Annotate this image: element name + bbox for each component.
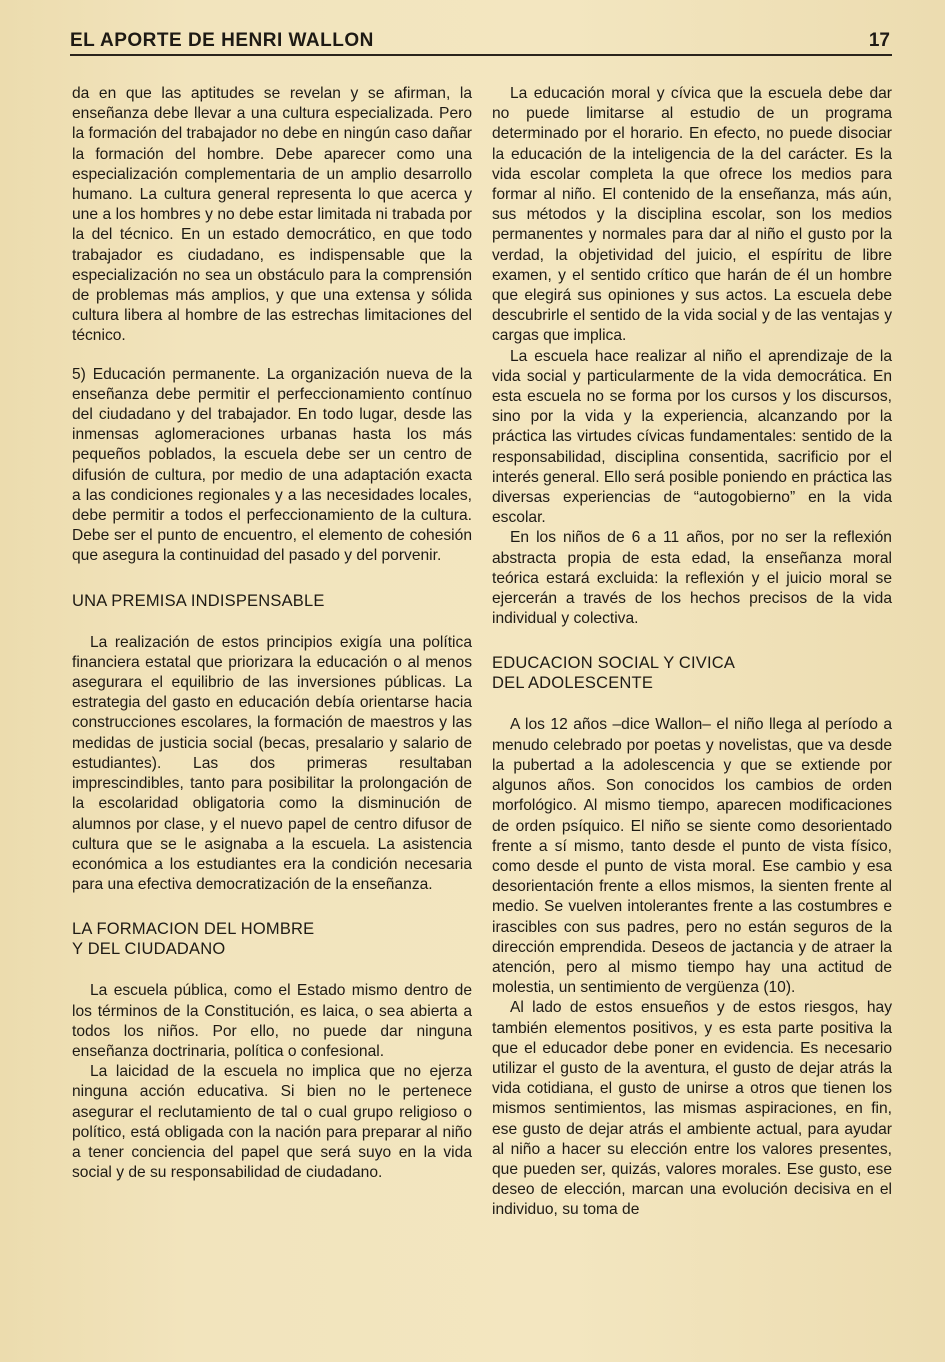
paragraph: La escuela hace realizar al niño el aprendizaje de la vida social y particularmente de la vida democrática. En esta escuela no se forma por los cursos y los discursos, sino por la vida y la experiencia, alcanzando por la práctica las virtudes cívicas fundamentales: sentido de la responsabilidad, disciplina consentida, sacrificio por el interés general. Ello será posible poniendo en práctica las diversas experiencias de “autogobierno” en la vida escolar. <box>492 347 892 527</box>
spacer <box>72 895 472 919</box>
heading-line: LA FORMACION DEL HOMBRE <box>72 920 315 939</box>
paragraph: Al lado de estos ensueños y de estos riesgos, hay también elementos positivos, y es esta parte positiva la que el educador debe poner en evidencia. Es necesario utilizar el gusto de la aventura, el gusto de dejar atrás la vida cotidiana, el gusto de unirse a otros que tienen los mismos sentimientos, las mismas aspiraciones, en fin, ese gusto de dejar atrás el ambiente actual, para ayudar al niño a hacer su elección entre los valores presentes, que pueden ser, quizás, valores morales. Ese gusto, ese deseo de elección, marcan una evolución decisiva en el individuo, su toma de <box>492 999 892 1219</box>
paragraph: da en que las aptitudes se revelan y se afirman, la enseñanza debe llevar a una cultura especializada. Pero la formación del trabajador no debe en ningún caso dañar la formación del hombre. Debe aparecer como una especialización complementaria de un amplio desarrollo humano. La cultura general representa lo que acerca y une a los hombres y no debe estar limitada ni trabada por la del técnico. En un estado democrático, en que todo trabajador es ciudadano, es indispensable que la especialización no sea un obstáculo para la comprensión de problemas más amplios, y que una extensa y sólida cultura libera al hombre de las estrechas limitaciones del técnico. <box>72 85 472 345</box>
section-heading <box>72 919 472 959</box>
spacer <box>492 693 892 715</box>
paragraph: En los niños de 6 a 11 años, por no ser la reflexión abstracta propia de esta edad, la enseñanza moral teórica estará excluida: la reflexión y el juicio moral se ejercerán a través de los hechos precisos de la vida individual y colectiva. <box>492 529 892 628</box>
spacer <box>72 567 472 591</box>
left-column <box>72 84 472 1183</box>
heading-line: Y DEL CIUDADANO <box>72 940 226 959</box>
header-rule <box>70 54 892 56</box>
right-column <box>492 84 892 1221</box>
section-heading <box>492 653 892 693</box>
heading-line: EDUCACION SOCIAL Y CIVICA <box>492 654 736 673</box>
paragraph: A los 12 años –dice Wallon– el niño llega al período a menudo celebrado por poetas y novelistas, que va desde la pubertad a la adolescencia y que se extiende por algunos años. Son conocidos los cambios de orden morfológico. Al mismo tiempo, aparecen modificaciones de orden psíquico. El niño se siente como desorientado frente a sí mismo, tanto desde el punto de vista físico, como desde el punto de vista moral. Ese cambio y esa desorientación frente a ellos mismos, la sienten frente al medio. Se vuelven intolerantes frente a las costumbres e irascibles con sus padres, pero no están seguros de la dirección emprendida. Deseos de jactancia y de atraer la atención, pero al mismo tiempo hay una actitud de molestia, un sentimiento de vergüenza (10). <box>492 716 892 997</box>
running-title: EL APORTE DE HENRI WALLON <box>70 30 374 51</box>
paragraph: La educación moral y cívica que la escuela debe dar no puede limitarse al estudio de un programa determinado por el horario. En efecto, no puede disociar la educación de la inteligencia de la del carácter. Es la vida escolar completa la que ofrece los medios para formar al niño. El contenido de la enseñanza, más aún, sus métodos y la disciplina escolar, son los medios permanentes y normales para dar al niño el gusto por la verdad, la objetividad del juicio, el espíritu de libre examen, y el sentido crítico que harán de él un hombre que elegirá sus opiniones y sus actos. La escuela debe descubrirle el sentido de la vida social y de las ventajas y cargas que implica. <box>492 85 892 345</box>
spacer <box>492 629 892 653</box>
spacer <box>72 347 472 365</box>
paragraph: La laicidad de la escuela no implica que no ejerza ninguna acción educativa. Si bien no le pertenece asegurar el reclutamiento de tal o cual grupo religioso o político, está obligada con la nación para preparar al niño a tener conciencia del papel que será suyo en la vida social y de su responsabilidad de ciudadano. <box>72 1063 472 1182</box>
section-heading: UNA PREMISA INDISPENSABLE <box>72 591 325 610</box>
running-header <box>70 28 890 56</box>
page-number: 17 <box>868 30 890 51</box>
paragraph: La realización de estos principios exigía una política financiera estatal que priorizara la educación o al menos asegurara el equilibrio de las inversiones públicas. La estrategia del gasto en educación debía orientarse hacia construcciones escolares, la formación de maestros y las medidas de justicia social (becas, presalario y salario de estudiantes). Las dos primeras resultaban imprescindibles, tanto para posibilitar la prolongación de la escolaridad obligatoria como la disminución de alumnos por clase, y el nuevo papel de centro difusor de cultura que se le asignaba a la escuela. La asistencia económica a los estudiantes era la condición necesaria para una efectiva democratización de la enseñanza. <box>72 633 472 894</box>
heading-line: DEL ADOLESCENTE <box>492 674 654 693</box>
spacer <box>72 611 472 633</box>
spacer <box>72 959 472 981</box>
paragraph: La escuela pública, como el Estado mismo dentro de los términos de la Constitución, es laica, o sea abierta a todos los niños. Por ello, no puede dar ninguna enseñanza doctrinaria, política o confesional. <box>72 982 472 1060</box>
paragraph: 5) Educación permanente. La organización nueva de la enseñanza debe permitir el perfeccionamiento contínuo del ciudadano y del trabajador. En todo lugar, desde las inmensas aglomeraciones urbanas hasta los más pequeños poblados, la escuela debe ser un centro de difusión de cultura, por medio de una adaptación exacta a las condiciones regionales y a las necesidades locales, debe permitir a todos el perfeccionamiento de la cultura. Debe ser el punto de encuentro, el elemento de cohesión que asegura la continuidad del pasado y del porvenir. <box>72 365 472 565</box>
